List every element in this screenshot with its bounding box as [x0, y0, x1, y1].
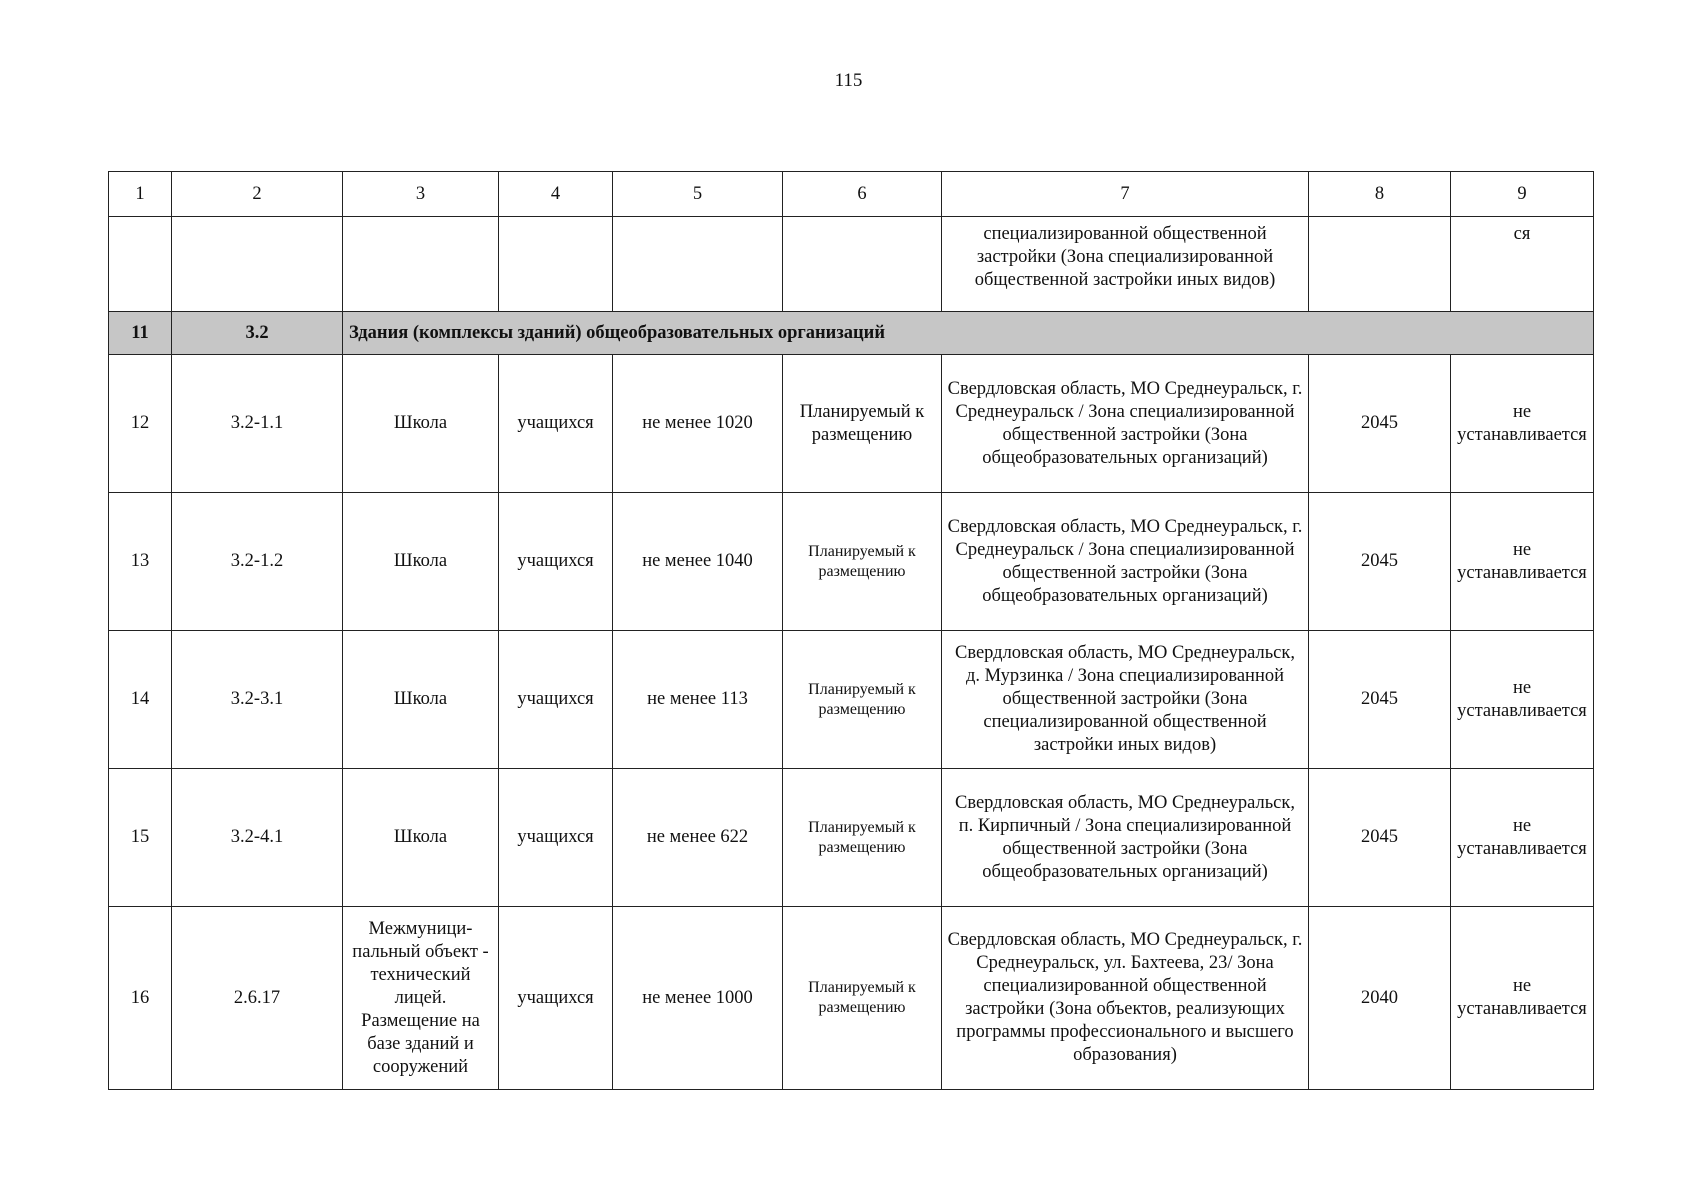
empty-cell [343, 217, 499, 312]
column-header: 1 [109, 172, 172, 217]
capacity-cell: не менее 1020 [613, 355, 783, 493]
column-header: 6 [783, 172, 942, 217]
unit-cell: учащихся [499, 769, 613, 907]
capacity-cell: не менее 1000 [613, 907, 783, 1090]
empty-cell [499, 217, 613, 312]
empty-cell [783, 217, 942, 312]
row-number: 15 [109, 769, 172, 907]
object-code: 3.2-1.2 [172, 493, 343, 631]
zone-cell: ся [1451, 217, 1594, 312]
capacity-cell: не менее 622 [613, 769, 783, 907]
status-cell: Планируемый к размещению [783, 355, 942, 493]
section-title: Здания (комплексы зданий) общеобразовательных организаций [343, 312, 1594, 355]
page-number: 115 [834, 70, 863, 91]
row-number: 14 [109, 631, 172, 769]
column-header: 2 [172, 172, 343, 217]
capacity-cell: не менее 1040 [613, 493, 783, 631]
unit-cell: учащихся [499, 907, 613, 1090]
column-header: 8 [1309, 172, 1451, 217]
object-name: Школа [343, 769, 499, 907]
location-cell: Свердловская область, МО Среднеуральск, г. Среднеуральск, ул. Бахтеева, 23/ Зона специализированной общественной застройки (Зона объектов, реализующих программы профессионального и высшего образования) [942, 907, 1309, 1090]
location-cell: Свердловская область, МО Среднеуральск, д. Мурзинка / Зона специализированной общественной застройки (Зона специализированной общественной застройки иных видов) [942, 631, 1309, 769]
section-code: 3.2 [172, 312, 343, 355]
section-number: 11 [109, 312, 172, 355]
empty-cell [172, 217, 343, 312]
unit-cell: учащихся [499, 355, 613, 493]
empty-cell [109, 217, 172, 312]
empty-cell [613, 217, 783, 312]
year-cell: 2045 [1309, 769, 1451, 907]
empty-cell [1309, 217, 1451, 312]
unit-cell: учащихся [499, 631, 613, 769]
capacity-cell: не менее 113 [613, 631, 783, 769]
column-number-row [109, 172, 1594, 217]
location-cell: Свердловская область, МО Среднеуральск, г. Среднеуральск / Зона специализированной общественной застройки (Зона общеобразовательных организаций) [942, 355, 1309, 493]
zone-cell: не устанавливается [1451, 493, 1594, 631]
year-cell: 2045 [1309, 493, 1451, 631]
row-number: 12 [109, 355, 172, 493]
object-name: Школа [343, 355, 499, 493]
year-cell: 2045 [1309, 631, 1451, 769]
status-cell: Планируемый к размещению [783, 907, 942, 1090]
column-header: 7 [942, 172, 1309, 217]
zone-cell: не устанавливается [1451, 769, 1594, 907]
location-cell: специализированной общественной застройки (Зона специализированной общественной застройки иных видов) [942, 217, 1309, 312]
column-header: 9 [1451, 172, 1594, 217]
object-name: Школа [343, 493, 499, 631]
column-header: 3 [343, 172, 499, 217]
zone-cell: не устанавливается [1451, 907, 1594, 1090]
table-row [109, 769, 1594, 907]
object-code: 3.2-1.1 [172, 355, 343, 493]
zone-cell: не устанавливается [1451, 355, 1594, 493]
status-cell: Планируемый к размещению [783, 631, 942, 769]
location-cell: Свердловская область, МО Среднеуральск, г. Среднеуральск / Зона специализированной общественной застройки (Зона общеобразовательных организаций) [942, 493, 1309, 631]
column-header: 4 [499, 172, 613, 217]
continuation-row [109, 217, 1594, 312]
status-cell: Планируемый к размещению [783, 769, 942, 907]
year-cell: 2045 [1309, 355, 1451, 493]
year-cell: 2040 [1309, 907, 1451, 1090]
object-code: 3.2-3.1 [172, 631, 343, 769]
location-cell: Свердловская область, МО Среднеуральск, п. Кирпичный / Зона специализированной общественной застройки (Зона общеобразовательных организаций) [942, 769, 1309, 907]
section-header-row [109, 312, 1594, 355]
object-code: 2.6.17 [172, 907, 343, 1090]
status-cell: Планируемый к размещению [783, 493, 942, 631]
planned-objects-table [108, 171, 1594, 1090]
object-name: Межмуници-пальный объект - технический лицей. Размещение на базе зданий и сооружений [343, 907, 499, 1090]
column-header: 5 [613, 172, 783, 217]
table-row [109, 355, 1594, 493]
row-number: 16 [109, 907, 172, 1090]
object-name: Школа [343, 631, 499, 769]
object-code: 3.2-4.1 [172, 769, 343, 907]
table-row [109, 493, 1594, 631]
row-number: 13 [109, 493, 172, 631]
table-row [109, 631, 1594, 769]
table-row [109, 907, 1594, 1090]
unit-cell: учащихся [499, 493, 613, 631]
zone-cell: не устанавливается [1451, 631, 1594, 769]
